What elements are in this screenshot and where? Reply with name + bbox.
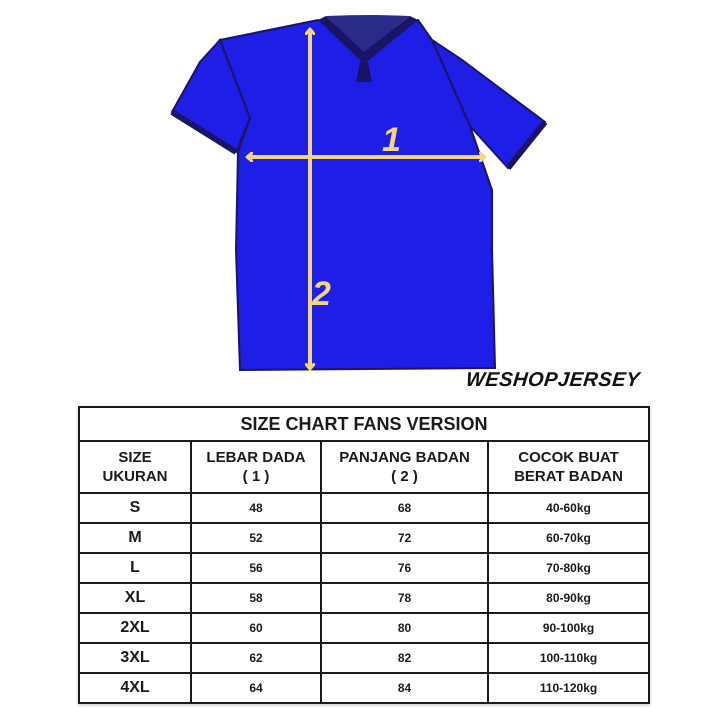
- marker-2-label: 2: [312, 275, 331, 313]
- table-row: [79, 673, 649, 703]
- berat-cell: 110-120kg: [488, 673, 649, 703]
- size-cell: M: [79, 523, 191, 553]
- header-berat-line2: BERAT BADAN: [514, 468, 623, 485]
- table-row: [79, 643, 649, 673]
- berat-cell: 70-80kg: [488, 553, 649, 583]
- size-cell: XL: [79, 583, 191, 613]
- header-lebar-line2: ( 1 ): [242, 468, 270, 485]
- brand-name: WESHOPJERSEY: [465, 369, 642, 391]
- lebar-cell: 52: [191, 523, 321, 553]
- size-cell: S: [79, 493, 191, 523]
- table-row: [79, 613, 649, 643]
- size-chart-table: [78, 406, 650, 704]
- table-row: [79, 583, 649, 613]
- lebar-cell: 48: [191, 493, 321, 523]
- berat-cell: 40-60kg: [488, 493, 649, 523]
- panjang-cell: 68: [321, 493, 488, 523]
- table-row: [79, 523, 649, 553]
- panjang-cell: 76: [321, 553, 488, 583]
- panjang-cell: 84: [321, 673, 488, 703]
- lebar-cell: 58: [191, 583, 321, 613]
- berat-cell: 100-110kg: [488, 643, 649, 673]
- header-size-line1: SIZE: [118, 449, 152, 466]
- size-cell: L: [79, 553, 191, 583]
- berat-cell: 80-90kg: [488, 583, 649, 613]
- header-lebar-line1: LEBAR DADA: [206, 449, 306, 466]
- header-panjang-line1: PANJANG BADAN: [339, 449, 470, 466]
- panjang-cell: 72: [321, 523, 488, 553]
- size-cell: 2XL: [79, 613, 191, 643]
- table-row: [79, 493, 649, 523]
- marker-1-label: 1: [382, 121, 401, 159]
- panjang-cell: 80: [321, 613, 488, 643]
- size-cell: 4XL: [79, 673, 191, 703]
- berat-cell: 90-100kg: [488, 613, 649, 643]
- table-header-row: [79, 441, 649, 493]
- header-berat-badan: [488, 441, 649, 493]
- panjang-cell: 78: [321, 583, 488, 613]
- lebar-cell: 62: [191, 643, 321, 673]
- size-cell: 3XL: [79, 643, 191, 673]
- header-size: [79, 441, 191, 493]
- header-size-line2: UKURAN: [102, 468, 168, 485]
- table-title-row: [79, 407, 649, 441]
- header-panjang-badan: [321, 441, 488, 493]
- table-title: SIZE CHART FANS VERSION: [79, 407, 649, 441]
- berat-cell: 60-70kg: [488, 523, 649, 553]
- panjang-cell: 82: [321, 643, 488, 673]
- lebar-cell: 64: [191, 673, 321, 703]
- header-panjang-line2: ( 2 ): [391, 468, 418, 485]
- table-row: [79, 553, 649, 583]
- header-berat-line1: COCOK BUAT: [518, 449, 619, 466]
- lebar-cell: 60: [191, 613, 321, 643]
- header-lebar-dada: [191, 441, 321, 493]
- lebar-cell: 56: [191, 553, 321, 583]
